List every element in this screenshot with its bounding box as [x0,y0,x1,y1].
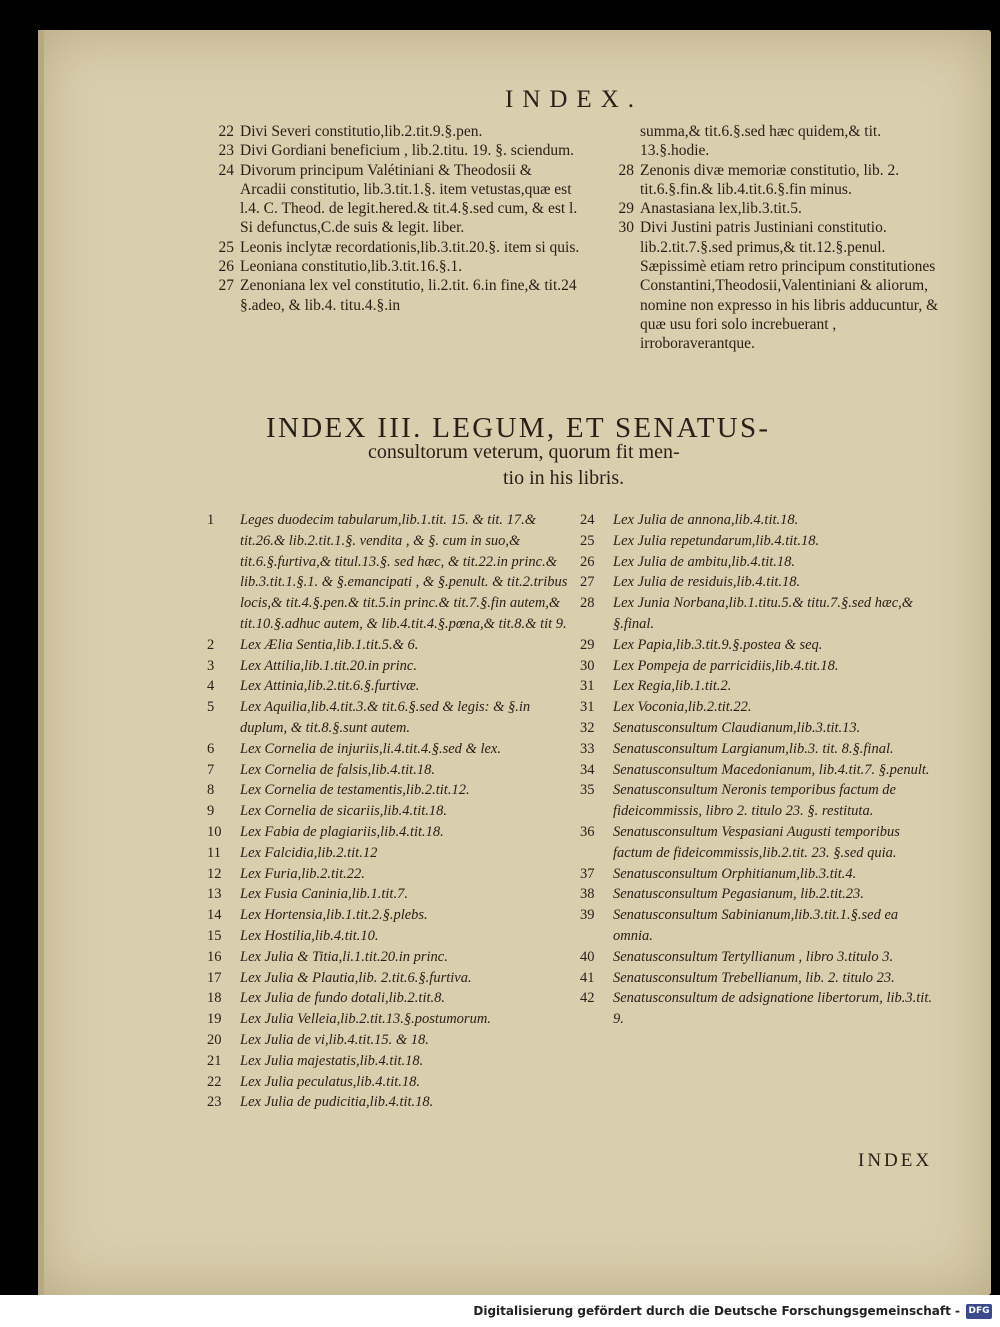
entry [618,199,945,218]
entry-text: Senatusconsultum Largianum,lib.3. tit. 8.§.final. [613,740,894,757]
entry-number: 5 [207,699,215,716]
entry [580,510,938,531]
entry-text: Senatusconsultum Vespasiani Augusti temporibus factum de fideicommissis,lib.2.tit. 23. §.sed quia. [613,823,900,861]
entry-number: 24 [580,512,595,528]
entry-number: 27 [218,277,234,295]
entry [207,635,570,656]
entry-text: Lex Julia de pudicitia,lib.4.tit.18. [240,1094,434,1111]
entry-number: 30 [618,219,634,237]
entry [580,531,938,552]
entry-number: 11 [207,844,221,861]
entry [580,572,938,593]
entry-text: Lex Furia,lib.2.tit.22. [240,865,365,882]
entry-text: Leonis inclytæ recordationis,lib.3.tit.20.§. item si quis. [240,238,580,256]
entry-number: 9 [207,803,215,820]
entry-number: 25 [218,238,234,256]
entry [580,676,938,697]
entry [580,864,938,885]
entry-number: 24 [218,161,234,179]
entry-text: Zenoniana lex vel constitutio, li.2.tit. 6.in fine,& tit.24 §.adeo, & lib.4. titu.4.§.in [240,277,577,314]
entry [207,1051,570,1072]
entry [618,218,945,353]
catchword: INDEX [858,1150,933,1171]
entry-number: 28 [618,161,634,179]
entry-text: Lex Cornelia de testamentis,lib.2.tit.12. [240,782,470,799]
entry-number: 6 [207,740,215,757]
entry [218,238,580,257]
entry-text: Senatusconsultum Orphitianum,lib.3.tit.4. [613,865,857,882]
entry-text: Lex Regia,lib.1.tit.2. [613,678,732,695]
entry [207,905,570,926]
entry-text: Lex Julia peculatus,lib.4.tit.18. [240,1073,421,1090]
entry-number: 23 [218,142,234,160]
entry-text: Lex Fusia Caninia,lib.1.tit.7. [240,886,408,903]
entry-text: Senatusconsultum Neronis temporibus factum de fideicommissis, libro 2. titulo 23. §. restituta. [613,782,896,820]
footer-credit: Digitalisierung gefördert durch die Deutsche Forschungsgemeinschaft - [473,1304,960,1318]
entry [207,822,570,843]
entry-number: 4 [207,678,215,695]
entry [207,510,570,635]
entry [207,864,570,885]
entry-number: 7 [207,761,215,778]
entry-number: 22 [218,123,234,140]
entry-text: Lex Julia de annona,lib.4.tit.18. [613,512,799,528]
entry-text: Anastasiana lex,lib.3.tit.5. [640,200,802,218]
entry [580,947,938,968]
entry [580,635,938,656]
entry [207,1009,570,1030]
entry-text: summa,& tit.6.§.sed hæc quidem,& tit. 13.§.hodie. [640,123,882,160]
entry [207,780,570,801]
entry-number: 10 [207,823,222,840]
section-title-line-2: consultorum veterum, quorum fit men- [368,441,680,463]
entry-number: 12 [207,865,222,882]
entry-text: Lex Cornelia de sicariis,lib.4.tit.18. [240,803,448,820]
entry-text: Lex Cornelia de falsis,lib.4.tit.18. [240,761,435,778]
entry [218,122,580,141]
entry-text: Zenonis divæ memoriæ constitutio, lib. 2. tit.6.§.fin.& lib.4.tit.6.§.fin minus. [640,161,900,198]
entry-text: Lex Falcidia,lib.2.tit.12 [240,844,378,861]
entry [580,760,938,781]
entry-text: Lex Julia & Titia,li.1.tit.20.in princ. [240,948,448,965]
entry-number: 14 [207,907,222,924]
entry-text: Lex Pompeja de parricidiis,lib.4.tit.18. [613,657,839,674]
entry [207,1072,570,1093]
entry [207,926,570,947]
entry-text: Lex Julia repetundarum,lib.4.tit.18. [613,532,820,549]
entry-number: 33 [580,740,595,757]
index-right-column [580,510,938,1030]
entry [207,656,570,677]
entry-number: 42 [580,990,595,1007]
entry [580,552,938,573]
top-right-column [618,122,945,354]
entry [207,968,570,989]
entry-number: 31 [580,699,595,716]
entry-text: Lex Julia & Plautia,lib. 2.tit.6.§.furtiva. [240,969,472,986]
entry-text: Lex Julia Velleia,lib.2.tit.13.§.postumorum. [240,1011,491,1028]
entry-text: Lex Attilia,lib.1.tit.20.in princ. [240,657,417,674]
entry-number: 18 [207,990,222,1007]
entry-text: Lex Voconia,lib.2.tit.22. [613,699,752,716]
dfg-logo-icon: DFG [966,1304,992,1319]
entry [207,1092,570,1113]
entry-number: 32 [580,719,595,736]
footer-bar [0,1295,1000,1327]
entry-text: Divi Gordiani beneficium , lib.2.titu. 19. §. sciendum. [240,142,575,160]
entry-text: Lex Julia de vi,lib.4.tit.15. & 18. [240,1031,429,1048]
entry [207,947,570,968]
entry-number: 8 [207,782,215,799]
entry [218,276,580,315]
entry [580,697,938,718]
entry [218,141,580,160]
entry-number: 17 [207,969,222,986]
entry [207,884,570,905]
entry-text: Senatusconsultum Trebellianum, lib. 2. titulo 23. [613,969,895,986]
entry-number: 29 [580,636,595,653]
entry-text: Senatusconsultum de adsignatione libertorum, lib.3.tit. 9. [613,990,932,1028]
entry-number: 27 [580,574,595,591]
entry [580,739,938,760]
page-edge [38,30,44,1295]
entry [207,801,570,822]
entry-text: Senatusconsultum Sabinianum,lib.3.tit.1.§.sed ea omnia. [613,907,899,944]
entry-text: Lex Aquilia,lib.4.tit.3.& tit.6.§.sed & legis: & §.in duplum, & tit.8.§.sunt autem. [240,699,531,736]
entry-number: 25 [580,532,595,549]
entry [580,968,938,989]
entry [580,593,938,635]
entry-text: Senatusconsultum Tertyllianum , libro 3.titulo 3. [613,948,894,965]
entry-number: 16 [207,948,222,965]
running-head: INDEX. [505,86,644,113]
entry-text: Lex Ælia Sentia,lib.1.tit.5.& 6. [240,636,419,653]
entry-number: 34 [580,761,595,778]
top-left-column [218,122,580,315]
entry-text: Lex Cornelia de injuriis,li.4.tit.4.§.sed & lex. [240,740,501,757]
entry [207,988,570,1009]
index-left-column [207,510,570,1113]
section-title: INDEX III. LEGUM, ET SENATUS- [266,412,771,444]
entry-number: 36 [580,823,595,840]
entry-text: Divi Severi constitutio,lib.2.tit.9.§.pen. [240,123,483,140]
entry [580,718,938,739]
entry [207,1030,570,1051]
entry-number: 26 [580,553,595,570]
entry-number: 22 [207,1073,222,1090]
entry [207,739,570,760]
entry-text: Lex Attinia,lib.2.tit.6.§.furtivæ. [240,678,420,695]
entry-text: Senatusconsultum Pegasianum, lib.2.tit.23. [613,886,864,903]
entry-number: 37 [580,865,595,882]
entry-number: 30 [580,657,595,674]
entry [580,656,938,677]
entry [640,122,945,161]
entry-number: 13 [207,886,222,903]
entry-text: Lex Junia Norbana,lib.1.titu.5.& titu.7.§.sed hæc,& §.final. [613,595,914,632]
entry-number: 3 [207,657,215,674]
entry [580,905,938,947]
entry-number: 20 [207,1031,222,1048]
entry [207,697,570,739]
entry [580,988,938,1030]
entry-text: Lex Julia de fundo dotali,lib.2.tit.8. [240,990,445,1007]
entry-text: Lex Papia,lib.3.tit.9.§.postea & seq. [613,636,823,653]
entry-number: 39 [580,907,595,924]
entry-text: Leoniana constitutio,lib.3.tit.16.§.1. [240,258,463,276]
entry-number: 40 [580,948,595,965]
entry-number: 2 [207,636,215,653]
entry-number: 35 [580,782,595,799]
entry-text: Lex Fabia de plagiariis,lib.4.tit.18. [240,823,444,840]
entry-text: Lex Hostilia,lib.4.tit.10. [240,927,379,944]
entry-text: Leges duodecim tabularum,lib.1.tit. 15. & tit. 17.& tit.26.& lib.2.tit.1.§. vendita , & §. cum in suo,& tit.6.§.furtiva,& titul.13.§. sed hæc, & tit.22.in princ.& lib.3.tit.1.§.1. & §.emancipati , & §.penult. & tit.2.tribus locis,& tit.4.§.pen.& tit.5.in princ.& tit.7.§.fin autem,& tit.10.§.adhuc autem, & lib.4.tit.4.§.pœna,& tit.8.& tit 9. [240,512,568,632]
entry [218,161,580,238]
entry [218,257,580,276]
entry-number: 15 [207,927,222,944]
entry-text: Senatusconsultum Macedonianum, lib.4.tit.7. §.penult. [613,761,930,778]
section-title-line-3: tio in his libris. [503,467,625,489]
entry-number: 23 [207,1094,222,1111]
entry-text: Divi Justini patris Justiniani constitutio. lib.2.tit.7.§.sed primus,& tit.12.§.penul. Sæpissimè etiam retro principum constitutiones Constantini,Theodosii,Valentiniani & aliorum, nomine non expresso in his libris adducuntur, & quæ usu fori solo increbuerant , irroboraverantque. [640,219,939,353]
entry-number: 21 [207,1052,222,1069]
entry [618,161,945,200]
entry [207,843,570,864]
entry-number: 28 [580,595,595,612]
entry-number: 26 [218,258,234,276]
entry [207,760,570,781]
entry-number: 31 [580,678,595,695]
entry-text: Divorum principum Valétiniani & Theodosii & Arcadii constitutio, lib.3.tit.1.§. item vetustas,quæ est l.4. C. Theod. de legit.hered.& tit.4.§.sed cum, & est l. Si defunctus,C.de suis & legit. liber. [240,161,578,237]
entry-number: 19 [207,1011,222,1028]
entry [580,780,938,822]
entry-number: 41 [580,969,595,986]
entry-number: 38 [580,886,595,903]
entry [580,884,938,905]
entry-text: Lex Julia de residuis,lib.4.tit.18. [613,574,801,591]
entry-number: 29 [618,200,634,218]
entry-text: Senatusconsultum Claudianum,lib.3.tit.13. [613,719,861,736]
entry-text: Lex Julia majestatis,lib.4.tit.18. [240,1052,424,1069]
entry-number: 1 [207,512,215,528]
entry [580,822,938,864]
entry [207,676,570,697]
entry-text: Lex Julia de ambitu,lib.4.tit.18. [613,553,796,570]
entry-text: Lex Hortensia,lib.1.tit.2.§.plebs. [240,907,428,924]
